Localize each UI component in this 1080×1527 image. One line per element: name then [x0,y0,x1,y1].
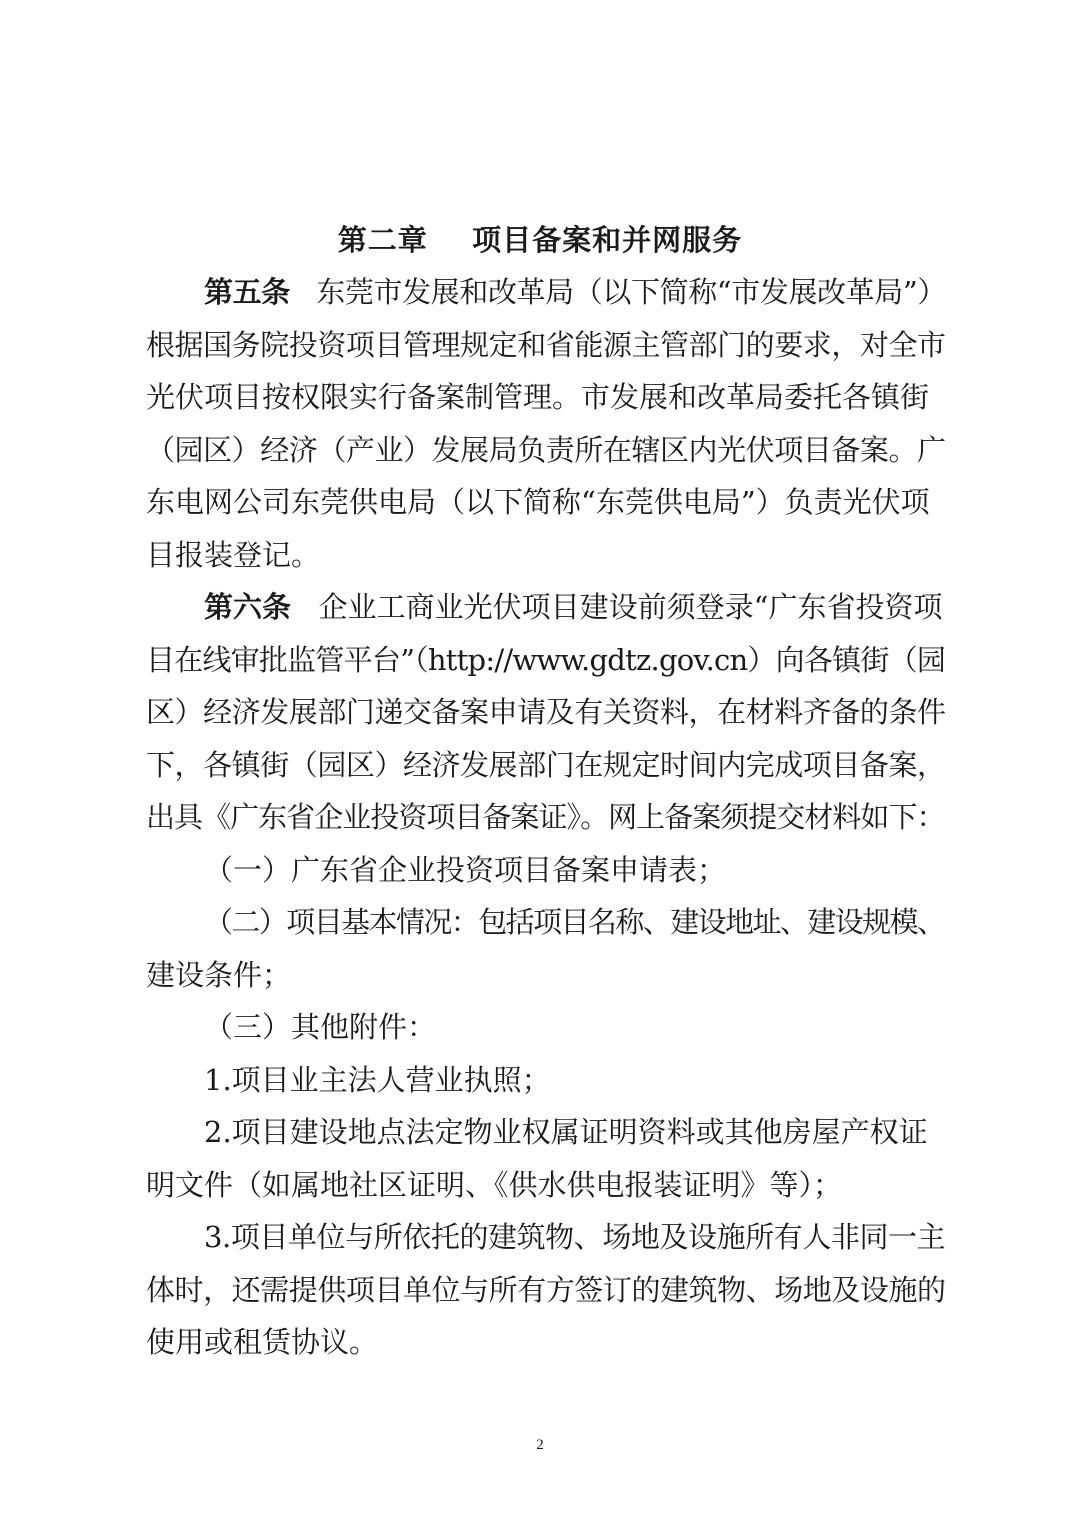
list-item [146,1106,946,1211]
text-line: 明文件（如属地社区证明、《供水供电报装证明》等）； [146,1167,843,1202]
text-line [146,581,946,634]
text-line: 根据国务院投资项目管理规定和省能源主管部门的要求，对全市 [146,327,946,362]
text-line: 1.项目业主法人营业执照； [204,1062,551,1097]
text-line: 3.项目单位与所依托的建筑物、场地及设施所有人非同一主 [204,1220,946,1254]
page-number: 2 [536,1437,544,1453]
text-line: 出具《广东省企业投资项目备案证》。网上备案须提交材料如下： [146,800,945,834]
article-5 [146,266,946,581]
text-line: 使用或租赁协议。 [146,1325,379,1359]
list-item [146,1211,946,1369]
chapter-title: 第二章 项目备案和并网服务 [337,223,743,257]
text-line: 光伏项目按权限实行备案制管理。市发展和改革局委托各镇街 [146,380,930,414]
text-line: 体时，还需提供项目单位与所有方签订的建筑物、场地及设施的 [146,1272,946,1307]
text-line: （园区）经济（产业）发展局负责所在辖区内光伏项目备案。广 [146,432,946,467]
line-text: 东莞市发展和改革局（以下简称“市发展改革局”） [289,275,946,309]
text-line: 目报装登记。 [146,537,321,572]
text-line: 目在线审批监管平台”（http://www.gdtz.gov.cn）向各镇街（园 [146,642,946,677]
text-line: 下，各镇街（园区）经济发展部门在规定时间内完成项目备案， [146,747,946,782]
body-text [146,266,946,1369]
text-line: 2.项目建设地点法定物业权属证明资料或其他房屋产权证 [204,1115,928,1149]
text-line [146,266,946,319]
line-text: 企业工商业光伏项目建设前须登录“广东省投资项 [291,590,943,624]
list-item [146,1054,946,1107]
list-item [146,844,946,897]
text-line: （二）项目基本情况：包括项目名称、建设地址、建设规模、 [204,905,945,939]
article-6 [146,581,946,844]
text-line: （三）其他附件： [204,1010,437,1044]
text-line: 东电网公司东莞供电局（以下简称“东莞供电局”）负责光伏项 [146,485,930,519]
text-line: 建设条件； [146,957,292,992]
text-line: （一）广东省企业投资项目备案申请表； [204,852,727,887]
article-label: 第六条 [204,590,292,624]
list-item [146,896,946,1001]
list-item [146,1001,946,1054]
article-label: 第五条 [204,275,290,309]
text-line: 区）经济发展部门递交备案申请及有关资料，在材料齐备的条件 [146,695,946,729]
